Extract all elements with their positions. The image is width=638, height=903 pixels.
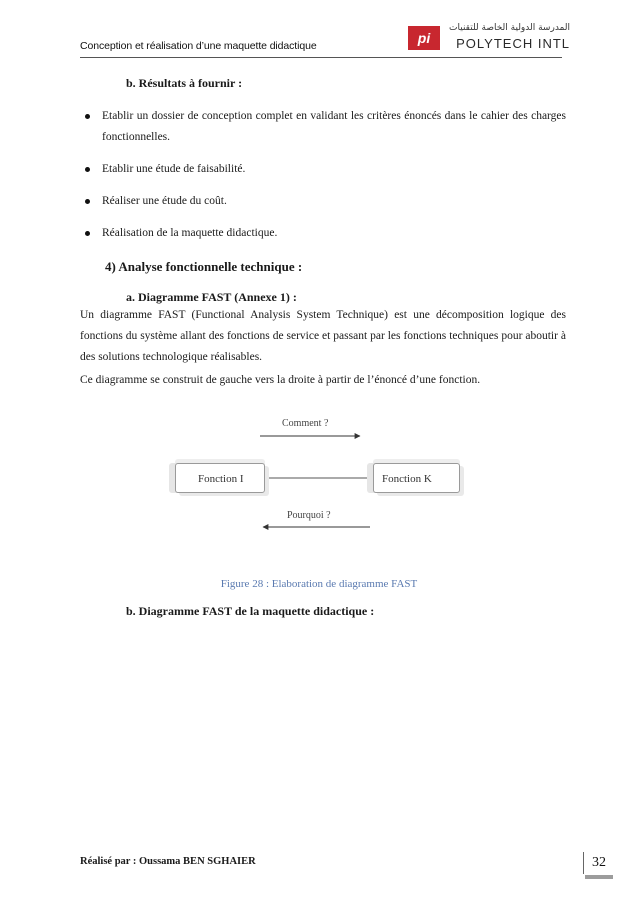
figure-caption: Figure 28 : Elaboration de diagramme FAST xyxy=(220,578,418,590)
fast-elaboration-diagram xyxy=(155,405,475,530)
bullet-item: Etablir une étude de faisabilité. xyxy=(80,159,566,180)
bullet-item: Réalisation de la maquette didactique. xyxy=(80,223,566,244)
bullet-item: Réaliser une étude du coût. xyxy=(80,191,566,212)
fast-construction-paragraph: Ce diagramme se construit de gauche vers la droite à partir de l’énoncé d’une fonction. xyxy=(80,374,481,386)
fast-definition-paragraph: Un diagramme FAST (Functional Analysis System Technique) est une décomposition logique des fonctions du système allant des fonctions de service et passant par les fonctions techniques pour aboutir à des solutions technologique réalisables. xyxy=(80,309,566,363)
logo-badge-icon: pi xyxy=(408,26,440,50)
page-number-bar xyxy=(585,875,613,879)
logo-arabic-text: المدرسة الدولية الخاصة للتقنيات xyxy=(449,23,570,33)
page-number: 32 xyxy=(583,852,614,874)
header-divider xyxy=(80,57,562,58)
arrow-label-comment: Comment ? xyxy=(282,418,329,429)
results-bullet-list xyxy=(80,106,566,255)
running-header-title: Conception et réalisation d’une maquette didactique xyxy=(80,40,317,52)
bullet-item: Etablir un dossier de conception complet en validant les critères énoncés dans le cahier des charges fonctionnelles. xyxy=(80,106,566,148)
logo-name-text: POLYTECH INTL xyxy=(456,36,570,51)
footer-author: Réalisé par : Oussama BEN SGHAIER xyxy=(80,856,256,867)
results-heading: b. Résultats à fournir : xyxy=(126,76,243,90)
fonction-k-box: Fonction K xyxy=(373,463,460,493)
fonction-i-box: Fonction I xyxy=(175,463,265,493)
fast-maquette-heading: b. Diagramme FAST de la maquette didactique : xyxy=(126,604,375,618)
analysis-heading: 4) Analyse fonctionnelle technique : xyxy=(105,259,303,274)
arrow-label-pourquoi: Pourquoi ? xyxy=(287,510,331,521)
fast-annex-heading: a. Diagramme FAST (Annexe 1) : xyxy=(126,290,297,304)
polytech-logo xyxy=(408,22,568,58)
